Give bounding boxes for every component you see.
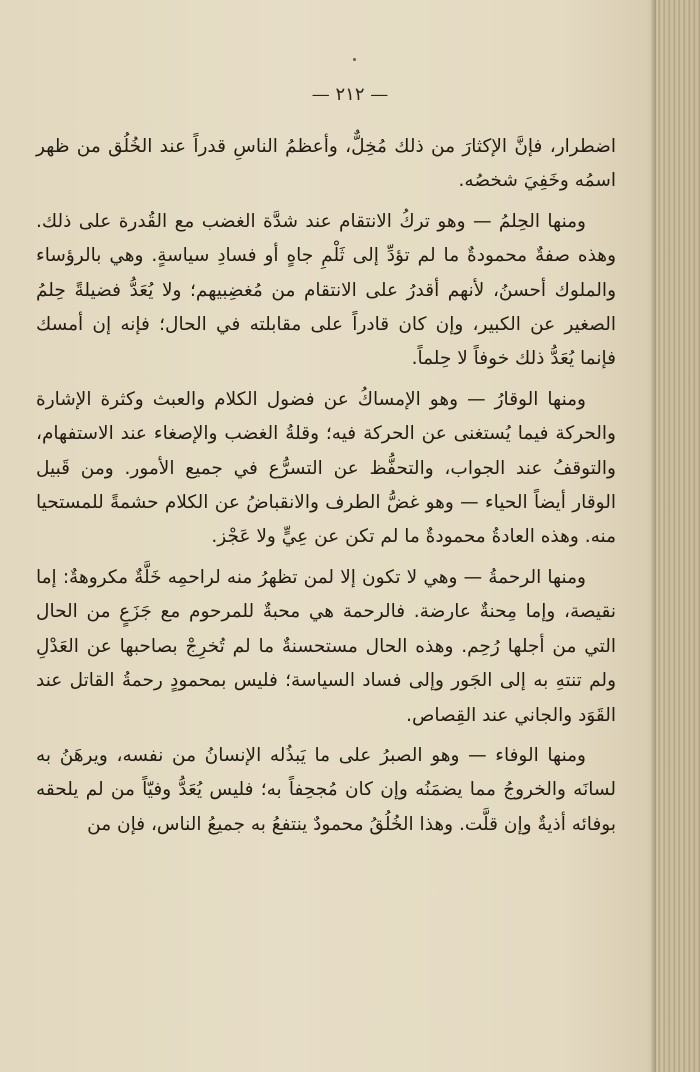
ink-dot — [353, 58, 356, 61]
paragraph-1: اضطرار، فإنَّ الإكثارَ من ذلك مُخِلٌّ، وأعظمُ الناسِ قدراً عند الخُلُق من ظهر اسمُه وخَفِيَ شخصُه. — [36, 136, 616, 192]
paragraph-wafa: ومنها الوفاء — وهو الصبرُ على ما يَبذُله الإنسانُ من نفسه، ويرهَنُ به لسانَه والخروجُ مما يضمَنُه وإن كان مُجحِفاً به؛ فليس يُعَدُّ وفيّاً من لم يلحقه بوفائه أذيةٌ وإن قلَّت. وهذا الخُلُقُ محمودٌ ينتفعُ به جميعُ الناس، فإن من — [36, 744, 616, 835]
page-number: — ٢١٢ — — [311, 84, 389, 105]
paragraph-rahma: ومنها الرحمةُ — وهي لا تكون إلا لمن تظهرُ منه لراحمِه خَلَّةٌ مكروهةٌ: إما نقيصة، وإما مِحنةٌ عارضة. فالرحمة هي محبةٌ للمرحوم مع جَزَعٍ من الحال التي من أجلها رُحِم. وهذه الحال مستحسنةٌ ما لم تُخرِجْ بصاحبها عن العَدْلِ ولم تنتهِ به إلى الجَور وإلى فساد السياسة؛ فليس بمحمودٍ رحمةُ القاتل عند القَوَد والجاني عند القِصاص. — [36, 566, 616, 726]
page-edges — [656, 0, 700, 1072]
paragraph-hilm: ومنها الحِلمُ — وهو تركُ الانتقام عند شدَّة الغضب مع القُدرة على ذلك. وهذه صفةٌ محمودةٌ ما لم تؤدِّ إلى ثَلْمِ جاهٍ أو فسادِ سياسةٍ. وهي بالرؤساء والملوك أحسنُ، لأنهم أقدرُ على الانتقام من مُغضِبيهم؛ ولا يُعَدُّ فضيلةً حِلمُ الصغير عن الكبير، وإن كان قادراً على مقابلته في الحال؛ فإنه إن أمسك فإنما يُعَدُّ ذلك خوفاً لا حِلماً. — [36, 210, 616, 370]
paragraph-waqar: ومنها الوقارُ — وهو الإمساكُ عن فضول الكلام والعبث وكثرة الإشارة والحركة فيما يُستغنى عن الحركة فيه؛ وقلةُ الغضب والإصغاء عند الاستفهام، والتوقفُ عند الجواب، والتحفُّظ عن التسرُّع في جميع الأمور. ومن قَبيل الوقار أيضاً الحياء — وهو غضُّ الطرف والانقباضُ عن الكلام حشمةً للمستحيا منه. وهذه العادةُ محمودةٌ ما لم تكن عن عِيٍّ ولا عَجْز. — [36, 388, 616, 548]
body-text — [36, 130, 616, 842]
